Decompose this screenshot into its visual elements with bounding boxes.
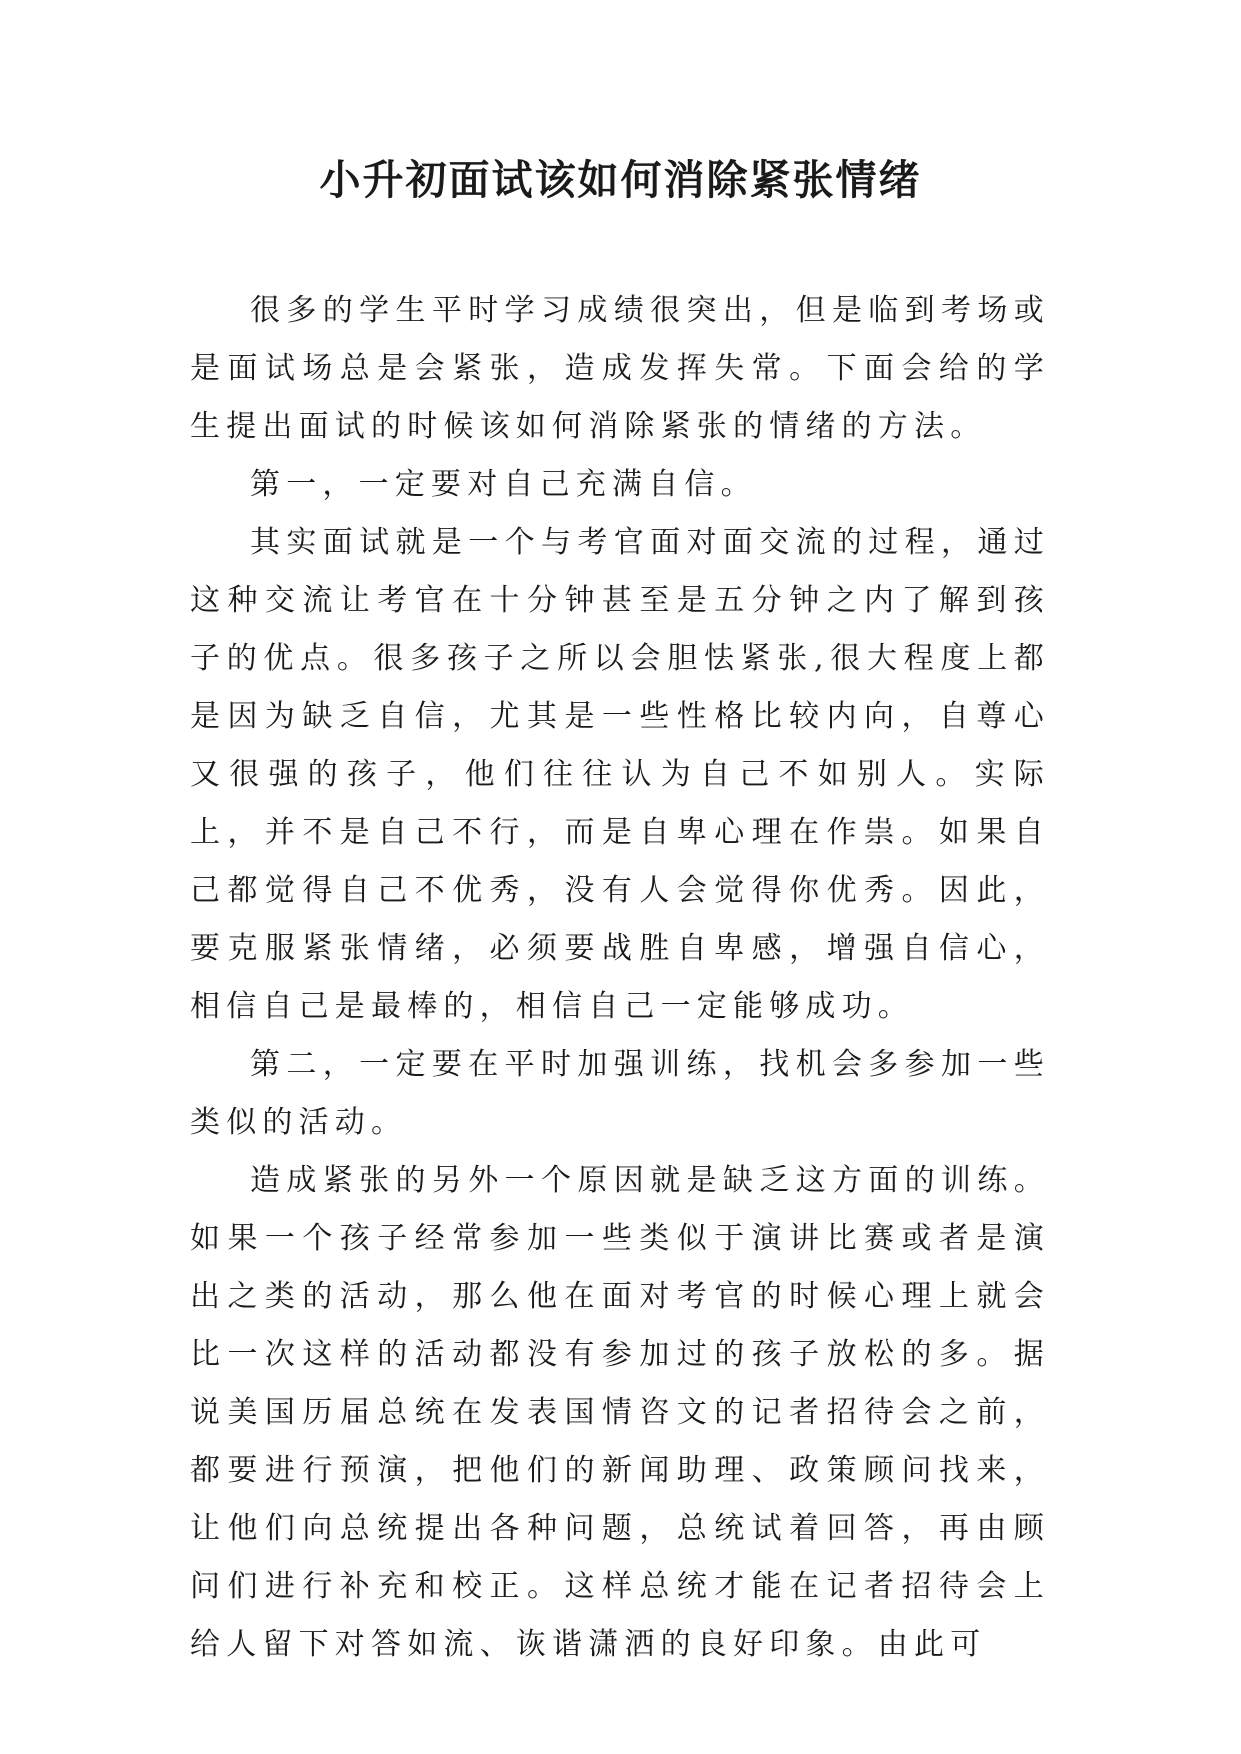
paragraph-point-one-heading: 第一，一定要对自己充满自信。 xyxy=(250,467,757,502)
document-body xyxy=(190,282,1050,1674)
paragraph-point-one-body: 其实面试就是一个与考官面对面交流的过程，通过这种交流让考官在十分钟甚至是五分钟之内了解到孩子的优点。很多孩子之所以会胆怯紧张,很大程度上都是因为缺乏自信，尤其是一些性格比较内向，自尊心又很强的孩子，他们往往认为自己不如别人。实际上，并不是自己不行，而是自卑心理在作祟。如果自己都觉得自己不优秀，没有人会觉得你优秀。因此，要克服紧张情绪，必须要战胜自卑感，增强自信心，相信自己是最棒的，相信自己一定能够成功。 xyxy=(190,525,1050,1024)
paragraph-point-two-heading: 第二，一定要在平时加强训练，找机会多参加一些类似的活动。 xyxy=(190,1047,1050,1140)
document-title: 小升初面试该如何消除紧张情绪 xyxy=(319,156,922,204)
paragraph-intro: 很多的学生平时学习成绩很突出，但是临到考场或是面试场总是会紧张，造成发挥失常。下面会给的学生提出面试的时候该如何消除紧张的情绪的方法。 xyxy=(190,293,1050,444)
paragraph-point-two-body: 造成紧张的另外一个原因就是缺乏这方面的训练。如果一个孩子经常参加一些类似于演讲比赛或者是演出之类的活动，那么他在面对考官的时候心理上就会比一次这样的活动都没有参加过的孩子放松的多。据说美国历届总统在发表国情咨文的记者招待会之前，都要进行预演，把他们的新闻助理、政策顾问找来，让他们向总统提出各种问题，总统试着回答，再由顾问们进行补充和校正。这样总统才能在记者招待会上给人留下对答如流、诙谐潇洒的良好印象。由此可 xyxy=(190,1163,1050,1662)
